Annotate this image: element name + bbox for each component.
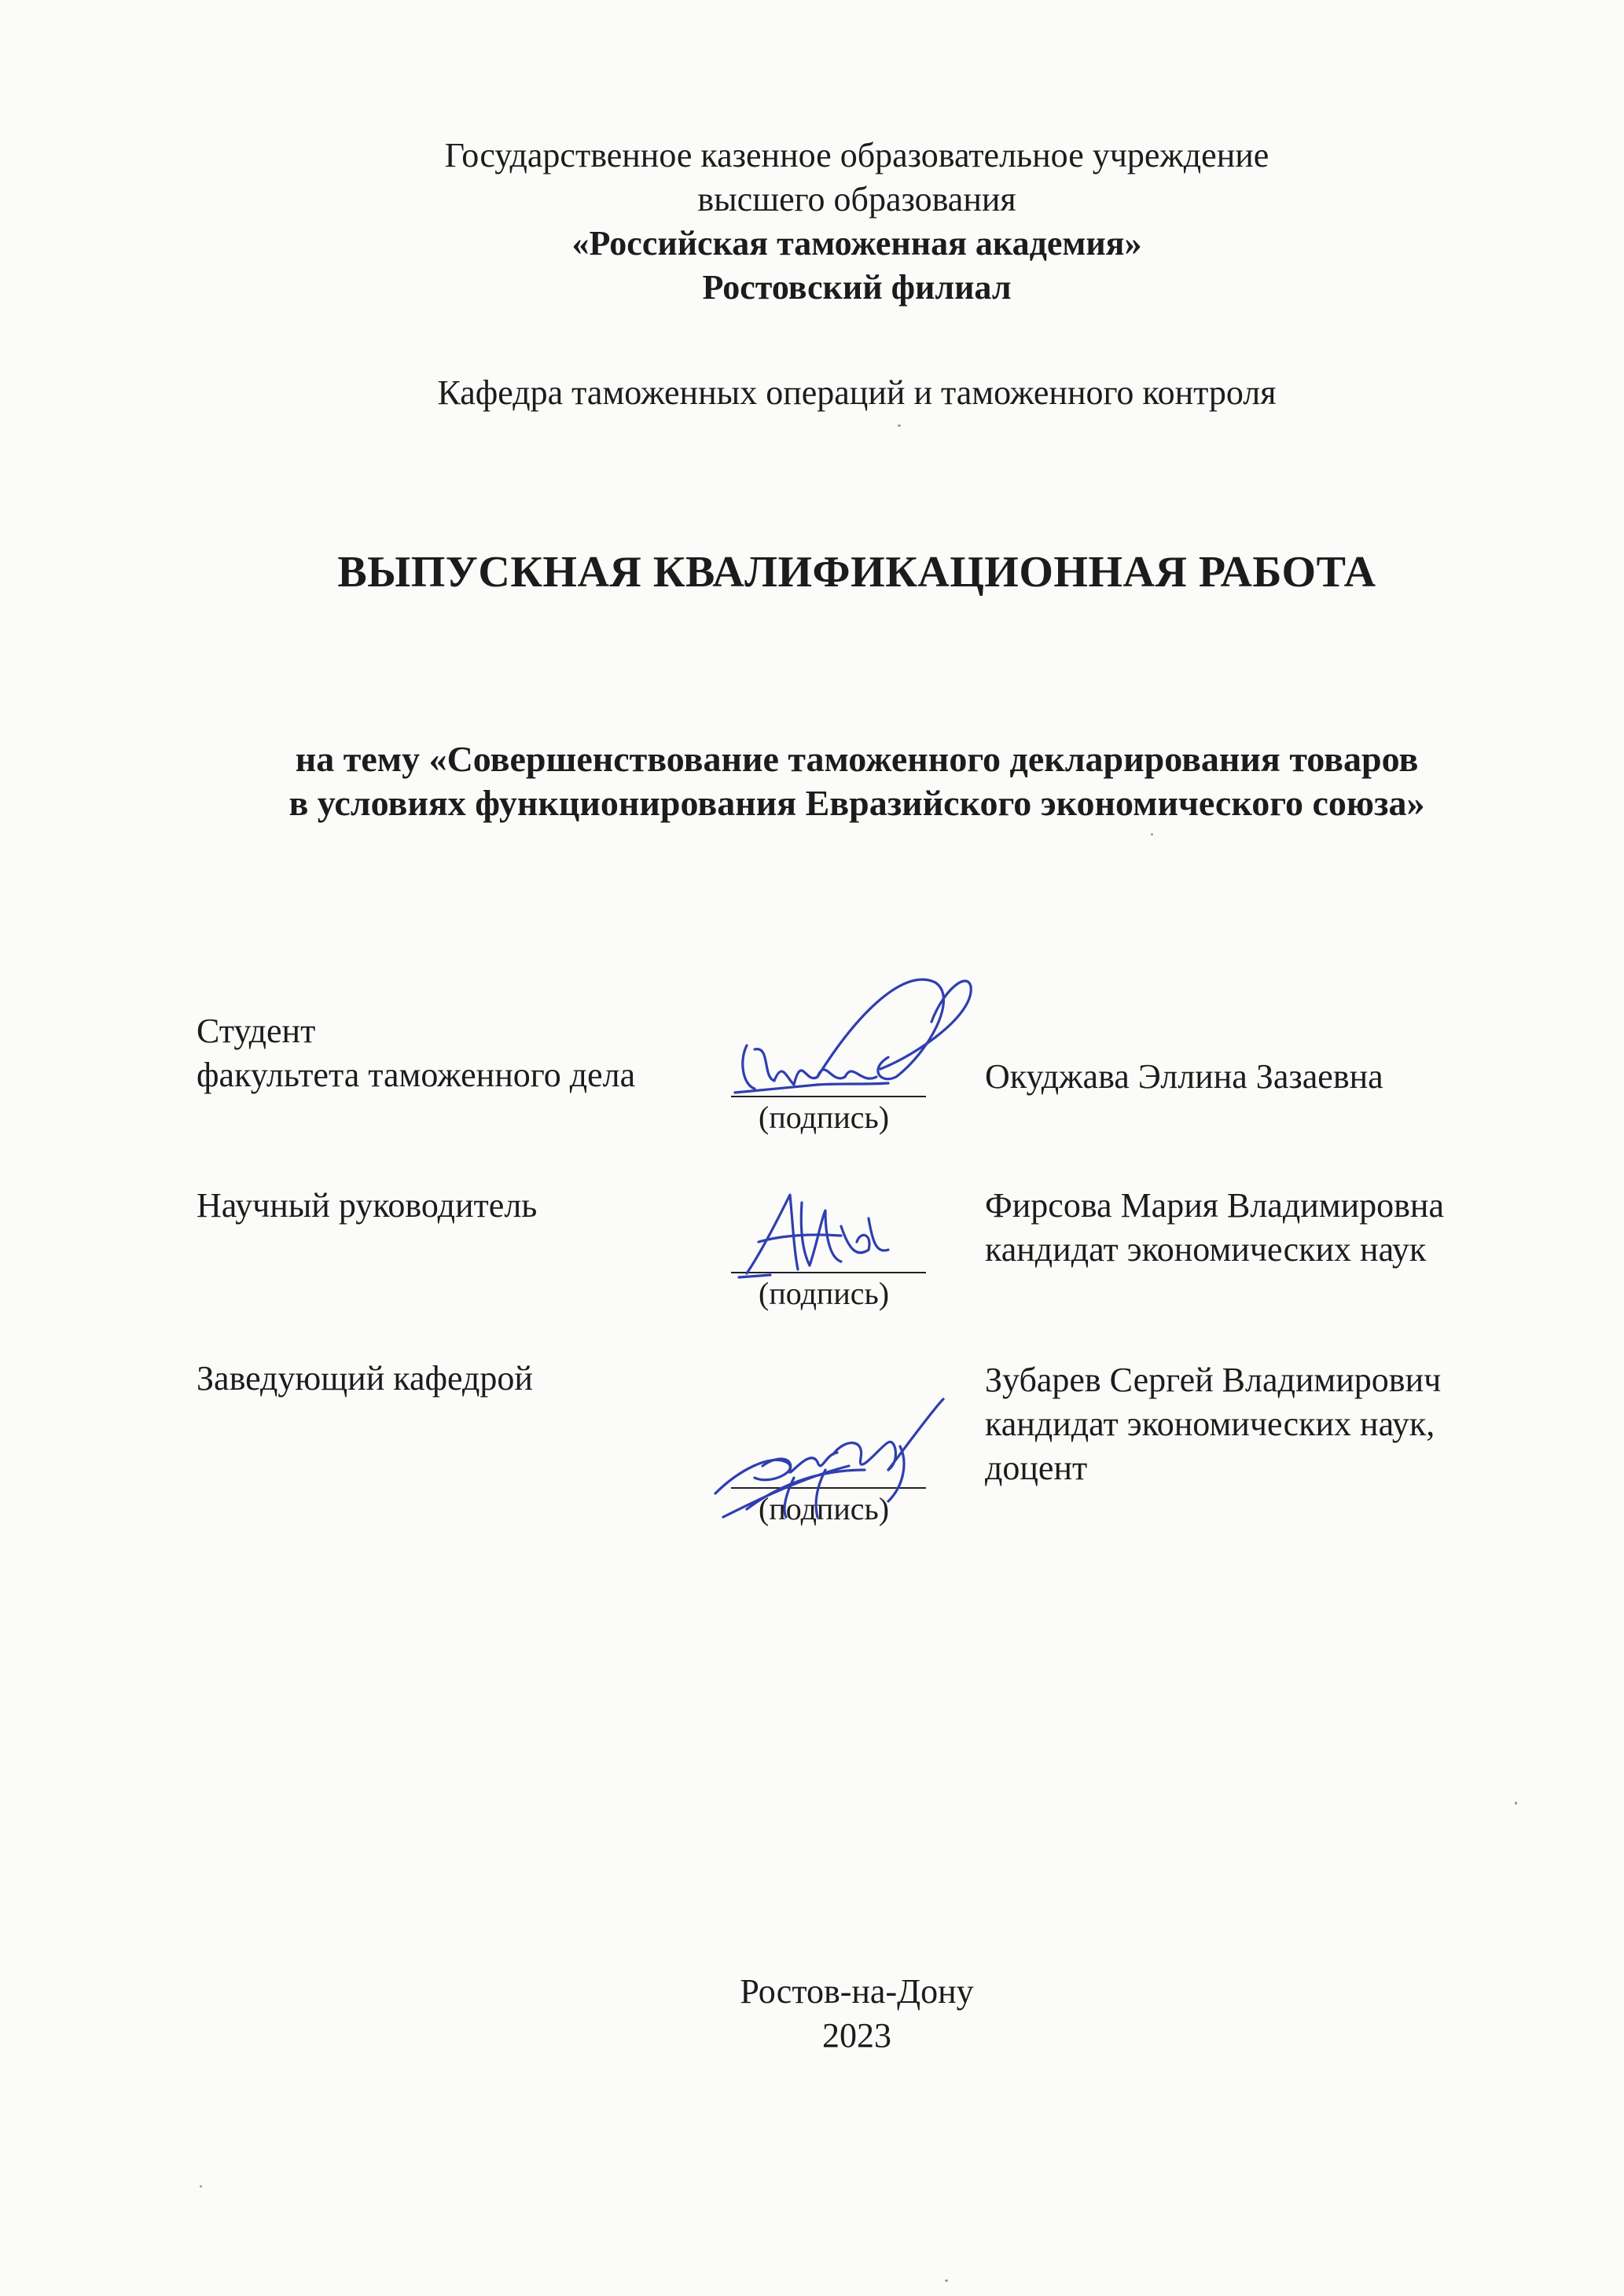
city: Ростов-на-Дону — [740, 1972, 974, 2011]
head-degree: кандидат экономических наук, — [985, 1405, 1435, 1443]
institution-type: Государственное казенное образовательное учреждение — [444, 136, 1269, 174]
student-signature — [700, 967, 983, 1124]
scan-speck — [1151, 833, 1153, 836]
student-role: Студент — [197, 1012, 316, 1050]
supervisor-role: Научный руководитель — [197, 1186, 538, 1225]
scan-speck — [1515, 1802, 1517, 1805]
head-signature-caption: (подпись) — [759, 1491, 890, 1526]
supervisor-signature — [723, 1179, 928, 1289]
scan-speck — [200, 2185, 202, 2188]
supervisor-signature-caption: (подпись) — [759, 1276, 890, 1311]
scan-speck — [945, 2279, 948, 2282]
head-name: Зубарев Сергей Владимирович — [985, 1361, 1442, 1399]
student-signature-caption: (подпись) — [759, 1100, 890, 1135]
work-type-heading: ВЫПУСКНАЯ КВАЛИФИКАЦИОННАЯ РАБОТА — [337, 548, 1376, 597]
education-level: высшего образования — [697, 180, 1016, 219]
head-role: Заведующий кафедрой — [197, 1359, 533, 1398]
academy-name: «Российская таможенная академия» — [571, 224, 1142, 263]
scan-speck — [898, 424, 901, 427]
year: 2023 — [822, 2016, 891, 2055]
branch-name: Ростовский филиал — [702, 268, 1012, 307]
topic-line-2: в условиях функционирования Евразийского экономического союза» — [288, 783, 1425, 823]
topic-line-1: на тему «Совершенствование таможенного декларирования товаров — [295, 739, 1419, 779]
student-name: Окуджава Эллина Зазаевна — [985, 1057, 1383, 1096]
head-signature — [707, 1391, 975, 1525]
supervisor-degree: кандидат экономических наук — [985, 1230, 1427, 1269]
supervisor-name: Фирсова Мария Владимировна — [985, 1186, 1445, 1225]
head-title: доцент — [985, 1449, 1088, 1487]
student-faculty: факультета таможенного дела — [197, 1056, 636, 1094]
department-name: Кафедра таможенных операций и таможенного контроля — [437, 373, 1277, 412]
